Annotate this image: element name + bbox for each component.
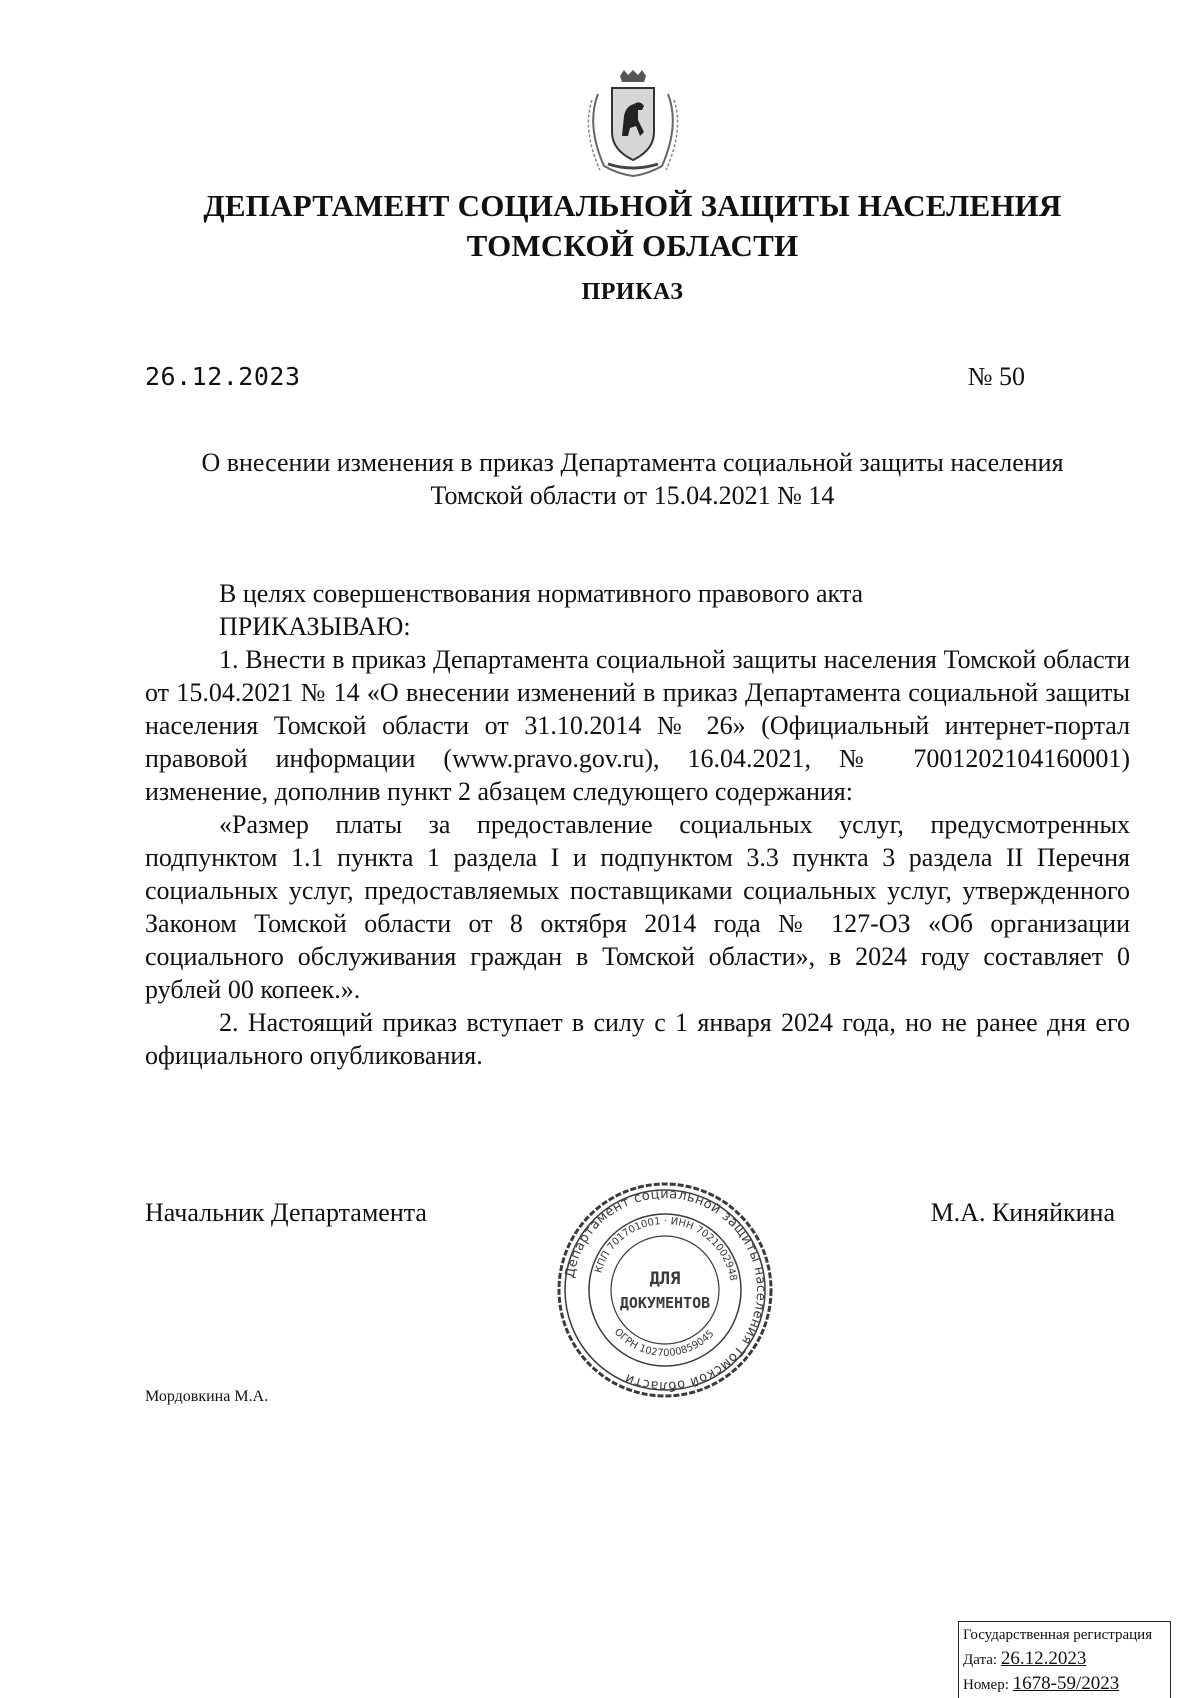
registration-date-label: Дата:: [963, 1652, 998, 1668]
stamp-outer-text: Департамент социальной защиты населения Томской области: [562, 1186, 769, 1394]
stamp-center-line2: ДОКУМЕНТОВ: [619, 1294, 711, 1312]
subject-line2: Томской области от 15.04.2021 № 14: [430, 481, 835, 510]
registration-date-row: [963, 1647, 1166, 1672]
registration-number-label: Номер:: [963, 1677, 1009, 1693]
order-date: 26.12.2023: [145, 362, 301, 391]
stamp-center-line1: ДЛЯ: [649, 1269, 681, 1289]
order-body: [145, 577, 1130, 1072]
order-number: № 50: [967, 362, 1025, 391]
preamble-paragraph: В целях совершенствования нормативного правового акта: [219, 579, 864, 608]
order-word-paragraph: ПРИКАЗЫВАЮ:: [219, 612, 411, 641]
signer-name: М.А. Киняйкина: [930, 1198, 1115, 1227]
registration-number-row: [963, 1672, 1166, 1697]
item-1-quote-paragraph: «Размер платы за предоставление социальных услуг, предусмотренных подпунктом 1.1 пункта 1 раздела I и подпунктом 3.3 пункта 3 раздела II Перечня социальных услуг, предоставляемых поставщиками социальных услуг, утвержденного Законом Томской области от 8 октября 2014 года № 127-ОЗ «Об организации социального обслуживания граждан в Томской области», в 2024 году составляет 0 рублей 00 копеек.».: [145, 810, 1130, 1004]
department-title-line1: ДЕПАРТАМЕНТ СОЦИАЛЬНОЙ ЗАЩИТЫ НАСЕЛЕНИЯ: [203, 188, 1062, 223]
official-stamp-seal: [555, 1180, 775, 1400]
document-type-heading: ПРИКАЗ: [581, 279, 684, 305]
order-subject: [150, 446, 1115, 512]
stamp-inner-top-text: КПП 701701001 · ИНН 7021002948: [593, 1215, 739, 1282]
executor-name: Мордовкина М.А.: [145, 1388, 269, 1405]
registration-date-value: 26.12.2023: [1000, 1648, 1087, 1669]
signer-position: Начальник Департамента: [145, 1198, 427, 1227]
registration-number-value: 1678-59/2023: [1012, 1673, 1120, 1694]
item-2-paragraph: 2. Настоящий приказ вступает в силу с 1 января 2024 года, но не ранее дня его официального опубликования.: [145, 1008, 1130, 1070]
registration-heading: Государственная регистрация: [963, 1627, 1153, 1643]
subject-line1: О внесении изменения в приказ Департамента социальной защиты населения: [201, 448, 1064, 477]
department-title: [0, 186, 1200, 266]
stamp-inner-bottom-text: ОГРН 1027000859045: [611, 1326, 717, 1360]
tomsk-oblast-coat-of-arms-icon: [578, 70, 688, 178]
svg-text:ОГРН 1027000859045: [612, 1327, 717, 1359]
item-1-paragraph: 1. Внести в приказ Департамента социальной защиты населения Томской области от 15.04.2021 № 14 «О внесении изменений в приказ Департамента социальной защиты населения Томской области от 31.10.2014 № 26» (Официальный интернет-портал правовой информации (www.pravo.gov.ru), 16.04.2021, № 7001202104160001) изменение, дополнив пункт 2 абзацем следующего содержания:: [145, 645, 1130, 806]
registration-box: [958, 1621, 1171, 1698]
department-title-line2: ТОМСКОЙ ОБЛАСТИ: [466, 228, 799, 263]
